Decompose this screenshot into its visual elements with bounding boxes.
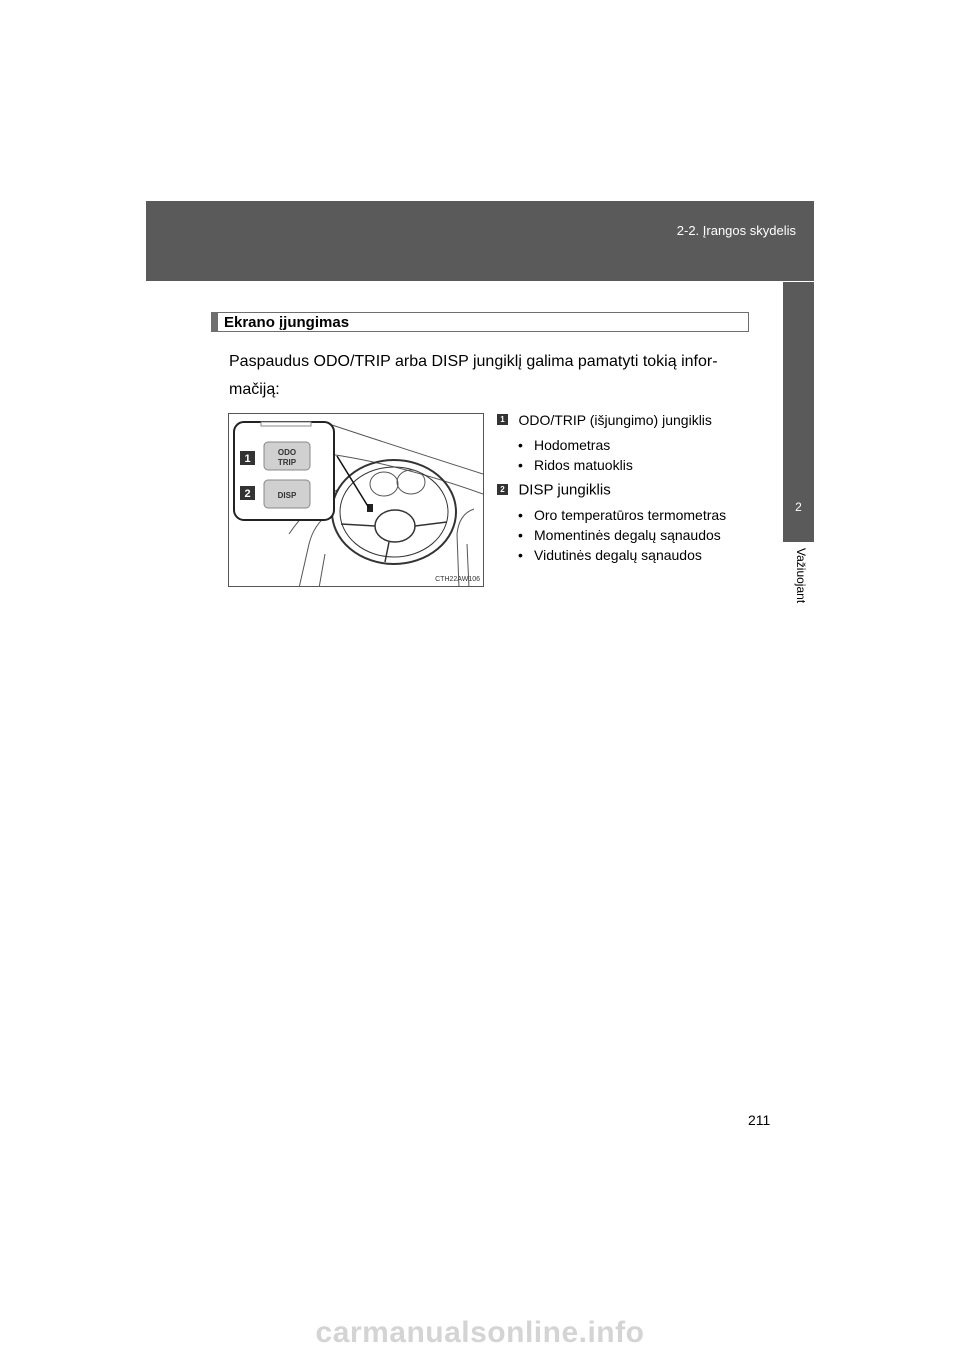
page-number: 211 <box>748 1112 771 1128</box>
section-title: 2-2. Įrangos skydelis <box>676 223 796 238</box>
list-item: • Oro temperatūros termometras <box>518 505 767 525</box>
disp-label: DISP <box>277 491 297 500</box>
watermark-text: carmanualsonline.info <box>315 1316 645 1349</box>
bullet-list <box>497 505 767 565</box>
legend-title: ODO/TRIP (išjungimo) jungiklis <box>518 411 712 428</box>
number-badge: 1 <box>497 414 508 425</box>
list-item: • Hodometras <box>518 435 767 455</box>
legend-item <box>497 411 767 475</box>
header-band <box>146 201 814 281</box>
list-item: • Vidutinės degalų sąnaudos <box>518 545 767 565</box>
number-badge: 2 <box>497 484 508 495</box>
bullet-list <box>497 435 767 475</box>
chapter-tab <box>783 282 814 542</box>
dashboard-illustration <box>228 413 484 587</box>
heading-title: Ekrano įjungimas <box>224 314 350 331</box>
chapter-number: 2 <box>795 500 802 514</box>
chapter-label: Važiuojant <box>794 548 808 604</box>
list-item: • Momentinės degalų sąnaudos <box>518 525 767 545</box>
figure-code: CTH22AW106 <box>435 576 480 583</box>
badge-1: 1 <box>244 453 251 465</box>
trip-label: TRIP <box>277 458 297 467</box>
odo-label: ODO <box>277 448 297 457</box>
heading-accent-bar <box>212 313 218 331</box>
footer <box>0 1316 960 1350</box>
legend-title: DISP jungiklis <box>518 481 611 499</box>
section-heading <box>211 312 749 332</box>
list-item: • Ridos matuoklis <box>518 455 767 475</box>
legend <box>497 411 767 571</box>
legend-item <box>497 481 767 565</box>
badge-2: 2 <box>244 488 251 500</box>
intro-paragraph: Paspaudus ODO/TRIP arba DISP jungiklį galima pamatyti tokią infor-mačiją: <box>229 353 718 398</box>
steering-wheel-drawing <box>229 414 484 587</box>
